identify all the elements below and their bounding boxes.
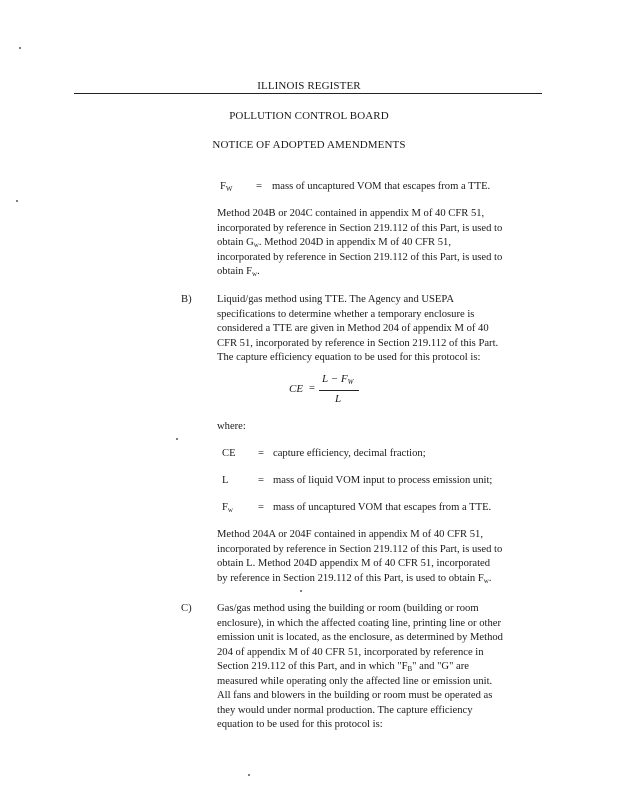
def-fw-symbol-sub: w xyxy=(227,506,233,514)
method-1-line-5 xyxy=(217,265,502,280)
section-c-f-sub: B xyxy=(407,665,413,673)
method-1-end: . xyxy=(257,266,260,277)
notice-title: NOTICE OF ADOPTED AMENDMENTS xyxy=(212,139,406,151)
equation-lhs: CE xyxy=(289,383,304,395)
method-1-g-sub: w xyxy=(253,241,259,249)
section-c-line-1: Gas/gas method using the building or room (building or room xyxy=(217,603,479,614)
method-2-line-1: Method 204A or 204F contained in appendix M of 40 CFR 51, xyxy=(217,529,484,540)
def-fw-text: mass of uncaptured VOM that escapes from a TTE. xyxy=(273,502,492,513)
scan-speck xyxy=(300,590,302,592)
section-c-line-7: All fans and blowers in the building or room must be operated as xyxy=(217,690,493,701)
section-b-line-2: specifications to determine whether a temporary enclosure is xyxy=(217,308,475,320)
def-fw-top-sep: = xyxy=(256,181,262,192)
def-fw-top xyxy=(220,180,233,195)
method-1-f-sub: w xyxy=(252,270,258,278)
section-b-label: B) xyxy=(181,294,192,305)
method-paragraph-1 xyxy=(217,207,502,280)
section-b-line-5: The capture efficiency equation to be used for this protocol is: xyxy=(217,352,481,363)
section-c-line-6: measured while operating only the affected line or emission unit. xyxy=(217,675,493,687)
equation-numerator-text: L − F xyxy=(322,373,348,385)
scan-speck xyxy=(248,774,250,776)
method-paragraph-2 xyxy=(217,528,502,586)
def-ce-text: capture efficiency, decimal fraction; xyxy=(273,448,426,459)
section-c-label: C) xyxy=(181,603,192,614)
method-2-line-4a: by reference in Section 219.112 of this Part, is used to obtain F xyxy=(217,572,484,584)
scan-speck xyxy=(19,47,21,49)
def-fw-top-symbol-sub: W xyxy=(225,185,233,193)
def-fw-top-symbol: F xyxy=(220,181,226,192)
scan-speck xyxy=(176,438,178,440)
section-c-line-8: they would under normal production. The capture efficiency xyxy=(217,704,473,716)
fraction-bar xyxy=(319,390,359,391)
section-b-line-4: CFR 51, incorporated by reference in Section 219.112 of this Part. xyxy=(217,337,499,349)
method-1-line-4: incorporated by reference in Section 219.112 of this Part, is used to xyxy=(217,251,503,263)
method-2-line-4 xyxy=(217,572,502,587)
def-l-symbol: L xyxy=(222,475,229,486)
method-2-line-3: obtain L. Method 204D appendix M of 40 CFR 51, incorporated xyxy=(217,558,491,569)
method-1-line-3a: obtain G xyxy=(217,237,254,248)
def-l-text: mass of liquid VOM input to process emission unit; xyxy=(273,475,493,486)
method-1-line-1: Method 204B or 204C contained in appendix M of 40 CFR 51, xyxy=(217,208,485,219)
def-ce-sep: = xyxy=(258,448,264,459)
method-1-line-2: incorporated by reference in Section 219.112 of this Part, is used to xyxy=(217,222,503,234)
section-b-body xyxy=(217,293,498,366)
register-title: ILLINOIS REGISTER xyxy=(257,80,361,92)
equation-denominator: L xyxy=(335,393,342,405)
section-b-line-1: Liquid/gas method using TTE. The Agency and USEPA xyxy=(217,294,454,305)
def-ce-symbol: CE xyxy=(222,448,236,459)
board-title: POLLUTION CONTROL BOARD xyxy=(229,110,389,122)
scan-speck xyxy=(16,200,18,202)
section-c-line-3: emission unit is located, as the enclosure, as determined by Method xyxy=(217,632,503,643)
method-1-line-5a: obtain F xyxy=(217,266,253,277)
equation-numerator xyxy=(322,372,353,387)
method-1-line-3b: . Method 204D in appendix M of 40 CFR 51, xyxy=(258,237,452,248)
equation-numerator-sub: W xyxy=(347,378,354,386)
def-fw-symbol-letter: F xyxy=(222,502,228,513)
where-label: where: xyxy=(217,421,246,432)
section-c-line-4: 204 of appendix M of 40 CFR 51, incorporated by reference in xyxy=(217,646,484,658)
equation-equals: = xyxy=(309,383,315,394)
def-fw-top-text: mass of uncaptured VOM that escapes from a TTE. xyxy=(272,181,491,192)
method-2-line-2: incorporated by reference in Section 219.112 of this Part, is used to xyxy=(217,543,503,555)
def-fw-symbol xyxy=(222,501,233,516)
section-c-line-5 xyxy=(217,660,503,675)
method-2-end: . xyxy=(488,572,492,584)
section-b-line-3: considered a TTE are given in Method 204 of appendix M of 40 xyxy=(217,323,489,334)
section-c-line-5b: " and "G" are xyxy=(412,661,469,672)
section-c-body xyxy=(217,602,503,733)
section-c-line-2: enclosure), in which the affected coating line, printing line or other xyxy=(217,617,501,629)
section-c-line-5a: Section 219.112 of this Part, and in which "F xyxy=(217,661,408,672)
def-l-sep: = xyxy=(258,475,264,486)
method-1-line-3 xyxy=(217,236,502,251)
section-c-line-9: equation to be used for this protocol is: xyxy=(217,719,383,730)
method-2-f-sub: w xyxy=(483,576,489,585)
def-fw-sep: = xyxy=(258,502,264,513)
